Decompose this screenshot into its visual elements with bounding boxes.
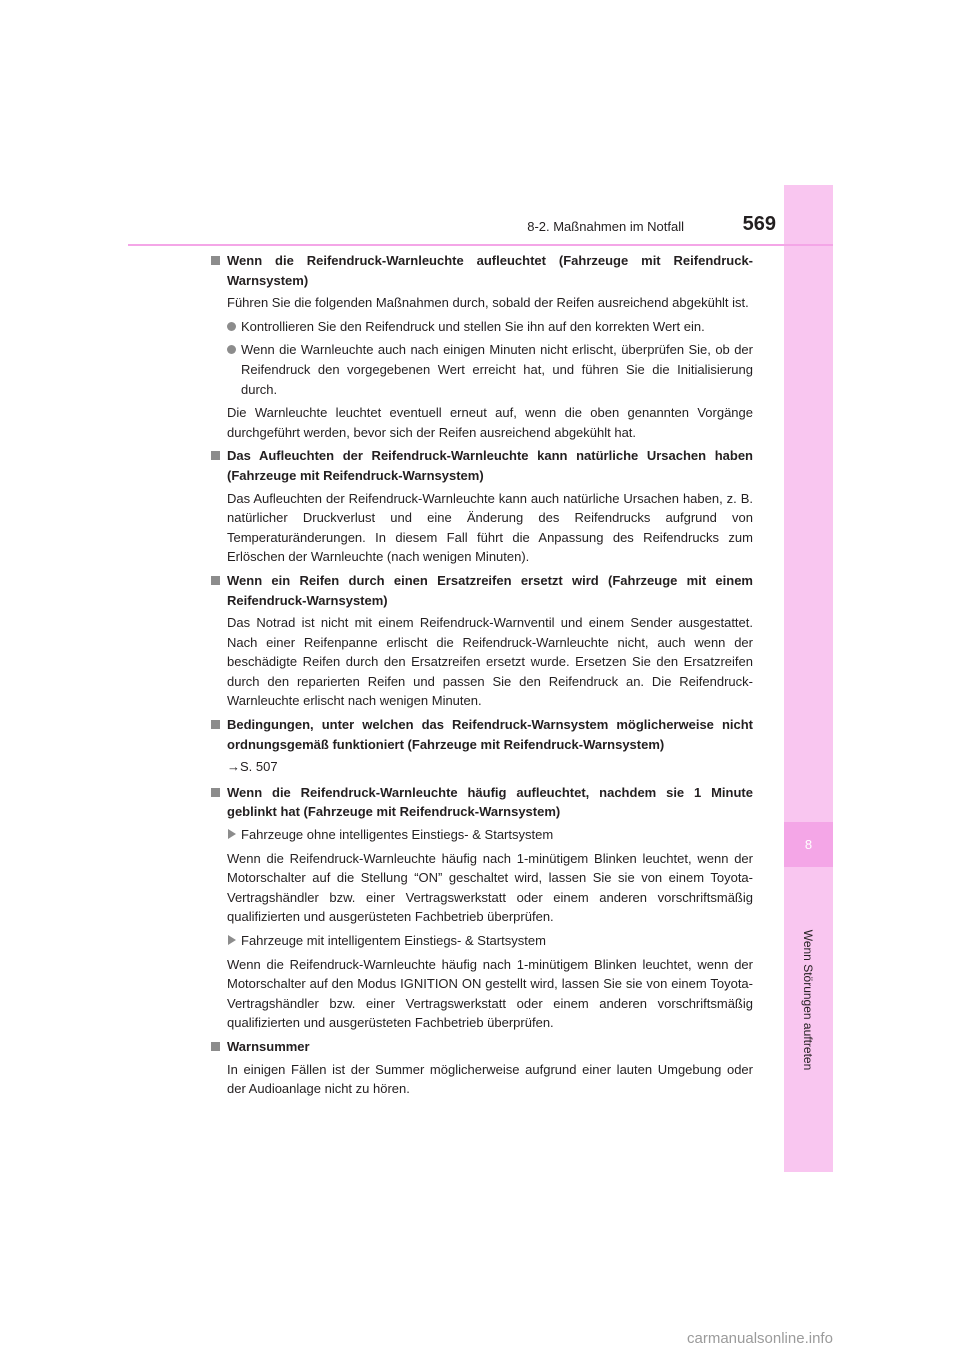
page-reference-link[interactable]: →S. 507	[227, 759, 278, 775]
square-bullet-icon	[211, 788, 220, 797]
paragraph: Wenn die Reifendruck-Warnleuchte häufig nach 1-minütigem Blinken leuchtet, wenn der Motorschalter auf den Modus IGNITION ON gestellt wird, lassen Sie sie von einem Toyota-Vertragshändler bzw. einer Vertragswerkstatt oder einem anderen vorschriftsmäßig qualifizierten und ausgerüsteten Fachbetrieb überprüfen.	[227, 956, 753, 1031]
list-item-text: Wenn die Warnleuchte auch nach einigen Minuten nicht erlischt, überprüfen Sie, ob der Reifendruck den vorgegebenen Wert erreicht hat, und führen Sie die Initialisierung durch.	[241, 342, 753, 397]
chapter-title: Wenn Störungen auftreten	[801, 929, 815, 1071]
list-item-text: Kontrollieren Sie den Reifendruck und stellen Sie ihn auf den korrekten Wert ein.	[241, 318, 705, 334]
paragraph: Führen Sie die folgenden Maßnahmen durch, sobald der Reifen ausreichend abgekühlt ist.	[227, 295, 749, 311]
page-number: 569	[742, 213, 776, 235]
section-warning-light	[211, 251, 753, 442]
paragraph: Die Warnleuchte leuchtet eventuell erneut auf, wenn die oben genannten Vorgänge durchgeführt werden, bevor sich der Reifen ausreichend abgekühlt hat.	[227, 405, 753, 440]
variant-label	[227, 825, 753, 845]
paragraph: Das Notrad ist nicht mit einem Reifendruck-Warnventil und einem Sender ausgestattet. Nach einer Reifenpanne erlischt die Reifendruck-Warnleuchte nicht, auch wenn der beschädigte Reifen durch den Ersatzreifen ersetzt wurde. Ersetzen Sie den Ersatzreifen durch den reparierten Reifen und passen Sie den Reifendruck an. Die Reifendruck-Warnleuchte erlischt nach wenigen Minuten.	[227, 615, 753, 709]
section-heading: Wenn die Reifendruck-Warnleuchte häufig aufleuchtet, nachdem sie 1 Minute geblinkt hat (Fahrzeuge mit Reifendruck-Warnsystem)	[227, 784, 753, 820]
paragraph: Das Aufleuchten der Reifendruck-Warnleuchte kann auch natürliche Ursachen haben, z. B. natürlicher Druckverlust und eine Änderung des Reifendrucks aufgrund von Temperaturänderungen. In diesem Fall führt die Anpassung des Reifendrucks zum Erlöschen der Warnleuchte (nach wenigen Minuten).	[227, 490, 753, 565]
square-bullet-icon	[211, 720, 220, 729]
watermark: carmanualsonline.info	[687, 1330, 833, 1347]
square-bullet-icon	[211, 576, 220, 585]
section-spare-tire	[211, 571, 753, 711]
list-item	[227, 317, 753, 337]
triangle-bullet-icon	[228, 935, 236, 945]
paragraph: Wenn die Reifendruck-Warnleuchte häufig nach 1-minütigem Blinken leuchtet, wenn der Motorschalter auf die Stellung “ON” geschaltet wird, lassen Sie sie von einem Toyota-Vertragshändler bzw. einer Vertragswerkstatt oder einem anderen vorschriftsmäßig qualifizierten und ausgerüsteten Fachbetrieb überprüfen.	[227, 850, 753, 925]
paragraph: In einigen Fällen ist der Summer möglicherweise aufgrund einer lauten Umgebung oder der Audioanlage nicht zu hören.	[227, 1061, 753, 1097]
section-heading: Warnsummer	[227, 1038, 310, 1054]
square-bullet-icon	[211, 256, 220, 265]
section-heading: Wenn die Reifendruck-Warnleuchte aufleuchtet (Fahrzeuge mit Reifendruck-Warnsystem)	[227, 253, 753, 288]
section-heading: Wenn ein Reifen durch einen Ersatzreifen ersetzt wird (Fahrzeuge mit einem Reifendruck-Warnsystem)	[227, 572, 753, 608]
section-conditions	[211, 715, 753, 777]
section-frequent-light	[211, 783, 753, 1033]
list-item	[227, 340, 753, 399]
section-buzzer	[211, 1037, 753, 1099]
section-natural-causes	[211, 446, 753, 567]
header-divider	[128, 244, 833, 246]
triangle-bullet-icon	[228, 829, 236, 839]
square-bullet-icon	[211, 1042, 220, 1051]
variant-label	[227, 931, 753, 951]
chapter-number: 8	[784, 822, 833, 867]
variant-label-text: Fahrzeuge ohne intelligentes Einstiegs- & Startsystem	[241, 827, 554, 843]
square-bullet-icon	[211, 451, 220, 460]
variant-label-text: Fahrzeuge mit intelligentem Einstiegs- & Startsystem	[241, 933, 546, 948]
section-title: 8-2. Maßnahmen im Notfall	[527, 219, 684, 234]
page-content	[211, 251, 753, 1103]
circle-bullet-icon	[227, 322, 236, 331]
section-heading: Das Aufleuchten der Reifendruck-Warnleuchte kann natürliche Ursachen haben (Fahrzeuge mit Reifendruck-Warnsystem)	[227, 448, 753, 483]
circle-bullet-icon	[227, 345, 236, 354]
section-heading: Bedingungen, unter welchen das Reifendruck-Warnsystem möglicherweise nicht ordnungsgemäß funktioniert (Fahrzeuge mit Reifendruck-Warnsystem)	[227, 717, 753, 752]
